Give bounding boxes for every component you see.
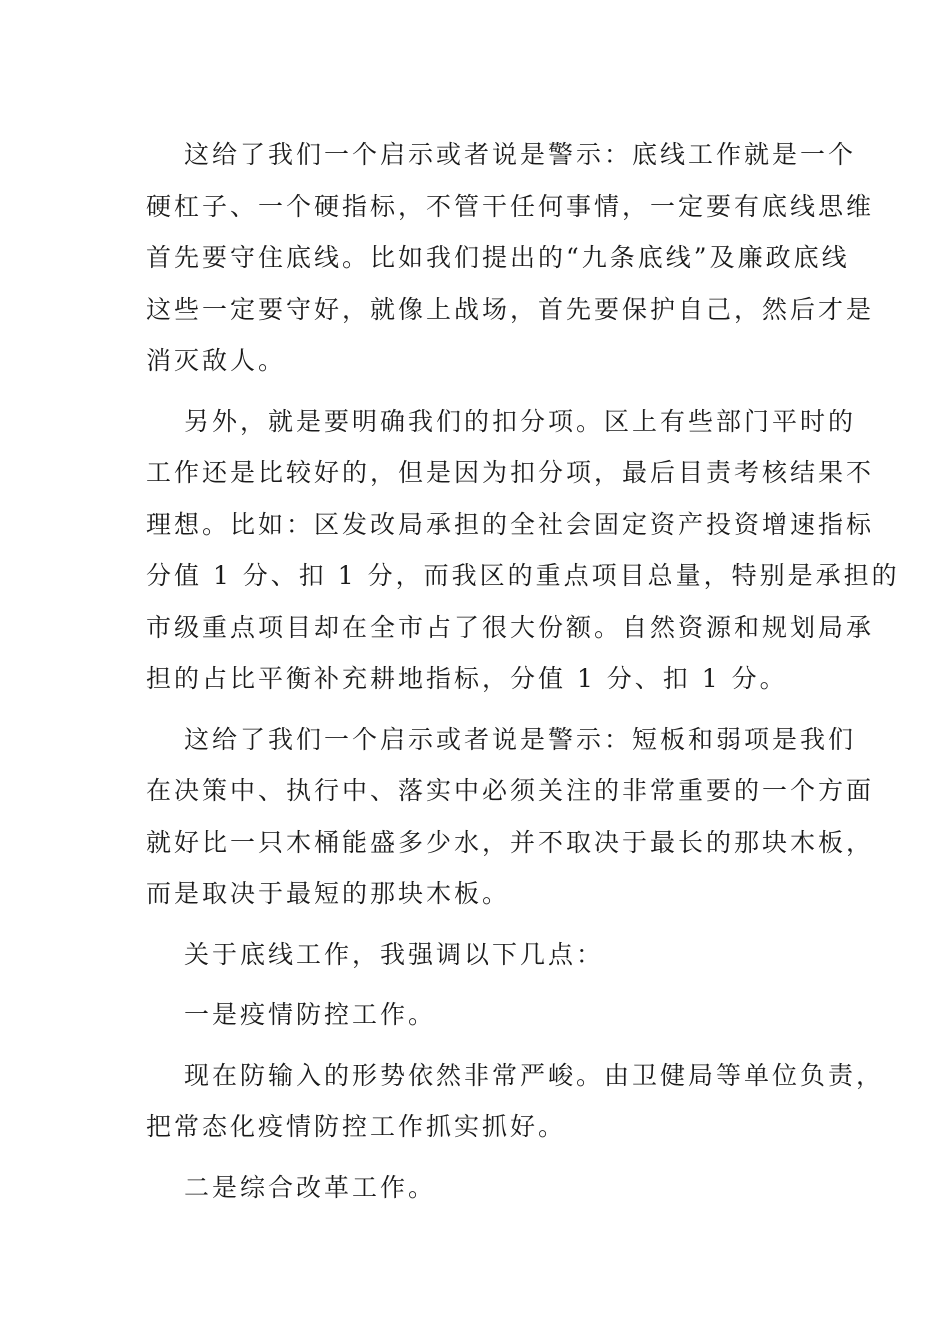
document-body — [146, 129, 900, 1213]
paragraph-line: 这给了我们一个启示或者说是警示：底线工作就是一个 — [184, 140, 857, 169]
paragraph-7 — [146, 1162, 806, 1214]
paragraph-line: 这些一定要守好，就像上战场，首先要保护自己，然后才是 — [146, 294, 875, 324]
paragraph-line: 担的占比平衡补充耕地指标，分值 1 分、扣 1 分。 — [146, 664, 788, 693]
paragraph-line: 现在防输入的形势依然非常严峻。由卫健局等单位负责， — [184, 1060, 885, 1090]
paragraph-6 — [146, 1050, 885, 1153]
paragraph-3 — [146, 714, 875, 920]
paragraph-1 — [146, 129, 875, 387]
paragraph-line: 另外，就是要明确我们的扣分项。区上有些部门平时的 — [184, 406, 857, 436]
paragraph-line: 关于底线工作，我强调以下几点： — [184, 939, 605, 969]
paragraph-line: 分值 1 分、扣 1 分，而我区的重点项目总量，特别是承担的 — [146, 561, 900, 590]
paragraph-line: 市级重点项目却在全市占了很大份额。自然资源和规划局承 — [146, 612, 875, 642]
paragraph-line: 一是疫情防控工作。 — [184, 1000, 437, 1029]
paragraph-2 — [146, 396, 900, 705]
paragraph-line: 把常态化疫情防控工作抓实抓好。 — [146, 1112, 567, 1141]
paragraph-line: 硬杠子、一个硬指标，不管干任何事情，一定要有底线思维 — [146, 191, 875, 221]
paragraph-line: 理想。比如：区发改局承担的全社会固定资产投资增速指标 — [146, 509, 875, 539]
paragraph-line: 工作还是比较好的，但是因为扣分项，最后目责考核结果不 — [146, 458, 875, 487]
paragraph-line: 而是取决于最短的那块木板。 — [146, 879, 511, 908]
paragraph-line: 二是综合改革工作。 — [184, 1172, 437, 1202]
paragraph-line: 就好比一只木桶能盛多少水，并不取决于最长的那块木板， — [146, 827, 875, 857]
paragraph-line: 消灭敌人。 — [146, 346, 287, 375]
paragraph-5 — [146, 989, 806, 1041]
paragraph-line: 在决策中、执行中、落实中必须关注的非常重要的一个方面 — [146, 776, 875, 805]
paragraph-4 — [146, 929, 806, 981]
paragraph-line: 首先要守住底线。比如我们提出的“九条底线”及廉政底线 — [146, 243, 850, 272]
paragraph-line: 这给了我们一个启示或者说是警示：短板和弱项是我们 — [184, 724, 857, 754]
